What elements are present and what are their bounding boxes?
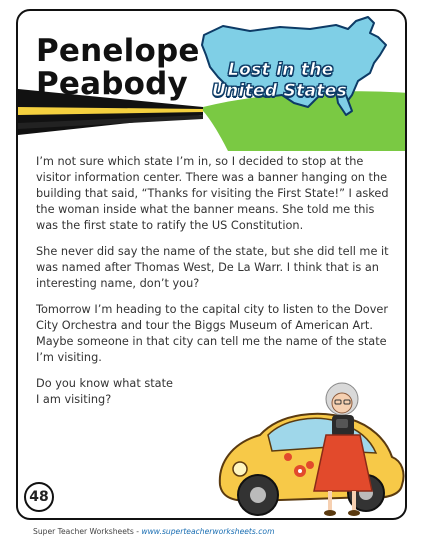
page-number-badge: 48 <box>24 482 54 512</box>
map-banner-line-1: Lost in the <box>228 60 334 80</box>
footer-separator: - <box>133 527 142 536</box>
worksheet-page <box>16 9 407 520</box>
car-and-character-illustration <box>210 373 407 520</box>
title-line-1: Penelope <box>36 33 200 69</box>
paragraph-1: I’m not sure which state I’m in, so I decided to stop at the visitor information center. There was a banner hanging on the building that said, “Thanks for visiting the First State!” I asked the woman inside what the banner means. She told me this was the first state to ratify the US Constitution. <box>36 155 389 232</box>
title-line-2: Peabody <box>36 66 188 102</box>
footer <box>33 527 274 536</box>
question-text: Do you know what state I am visiting? <box>36 377 173 406</box>
paragraph-3: Tomorrow I’m heading to the capital city to listen to the Dover City Orchestra and tour the Biggs Museum of American Art. Maybe someone in that city can tell me the name of the state I’m visiting. <box>36 303 388 364</box>
page-title <box>36 35 200 101</box>
yellow-car-icon <box>220 414 404 515</box>
footer-brand: Super Teacher Worksheets <box>33 527 134 536</box>
paragraph-2: She never did say the name of the state, but she did tell me it was named after Thomas West, De La Warr. I think that is an interesting name, don’t you? <box>36 245 389 290</box>
footer-url-link[interactable]: www.superteacherworksheets.com <box>141 527 275 536</box>
map-banner-line-2: United States <box>212 81 347 101</box>
